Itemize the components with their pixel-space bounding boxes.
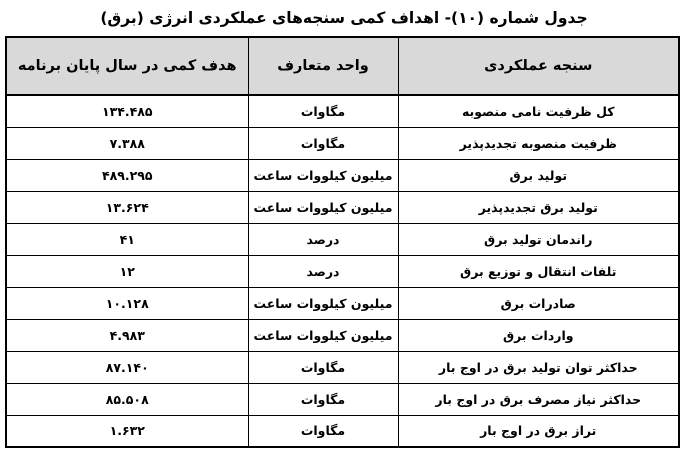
cell-unit: مگاوات — [248, 383, 398, 415]
cell-target: ۴.۹۸۳ — [6, 319, 248, 351]
cell-metric: ظرفیت منصوبه تجدیدپذیر — [398, 127, 679, 159]
cell-metric: تلفات انتقال و توزیع برق — [398, 255, 679, 287]
cell-target: ۱۳.۶۲۴ — [6, 191, 248, 223]
cell-unit: مگاوات — [248, 415, 398, 447]
header-row — [6, 37, 679, 95]
cell-unit: میلیون کیلووات ساعت — [248, 287, 398, 319]
cell-unit: میلیون کیلووات ساعت — [248, 191, 398, 223]
cell-metric: صادرات برق — [398, 287, 679, 319]
cell-target: ۴۱ — [6, 223, 248, 255]
cell-unit: میلیون کیلووات ساعت — [248, 159, 398, 191]
table-row — [6, 255, 679, 287]
table-row — [6, 95, 679, 127]
cell-target: ۷.۳۸۸ — [6, 127, 248, 159]
cell-target: ۱۰.۱۲۸ — [6, 287, 248, 319]
table-row — [6, 159, 679, 191]
header-target: هدف کمی در سال پایان برنامه — [6, 37, 248, 95]
cell-metric: راندمان تولید برق — [398, 223, 679, 255]
table-row — [6, 127, 679, 159]
cell-unit: مگاوات — [248, 95, 398, 127]
cell-unit: درصد — [248, 223, 398, 255]
cell-metric: تولید برق تجدیدپذیر — [398, 191, 679, 223]
cell-metric: واردات برق — [398, 319, 679, 351]
table-row — [6, 287, 679, 319]
cell-unit: مگاوات — [248, 351, 398, 383]
header-unit: واحد متعارف — [248, 37, 398, 95]
table-row — [6, 415, 679, 447]
cell-unit: میلیون کیلووات ساعت — [248, 319, 398, 351]
cell-target: ۴۸۹.۲۹۵ — [6, 159, 248, 191]
table-body — [6, 95, 679, 447]
cell-metric: تولید برق — [398, 159, 679, 191]
table-row — [6, 223, 679, 255]
cell-metric: کل ظرفیت نامی منصوبه — [398, 95, 679, 127]
cell-target: ۱۲ — [6, 255, 248, 287]
table-row — [6, 383, 679, 415]
cell-unit: مگاوات — [248, 127, 398, 159]
cell-target: ۱۳۴.۴۸۵ — [6, 95, 248, 127]
table-row — [6, 351, 679, 383]
table-row — [6, 319, 679, 351]
cell-target: ۸۵.۵۰۸ — [6, 383, 248, 415]
cell-target: ۱.۶۳۲ — [6, 415, 248, 447]
performance-metrics-table — [5, 36, 680, 448]
cell-metric: حداکثر نیاز مصرف برق در اوج بار — [398, 383, 679, 415]
cell-target: ۸۷.۱۴۰ — [6, 351, 248, 383]
header-metric: سنجه عملکردی — [398, 37, 679, 95]
cell-metric: تراز برق در اوج بار — [398, 415, 679, 447]
table-header — [6, 37, 679, 95]
table-row — [6, 191, 679, 223]
cell-metric: حداکثر توان تولید برق در اوج بار — [398, 351, 679, 383]
cell-unit: درصد — [248, 255, 398, 287]
table-title: جدول شماره (۱۰)- اهداف کمی سنجه‌های عملکردی انرژی (برق) — [100, 9, 588, 27]
